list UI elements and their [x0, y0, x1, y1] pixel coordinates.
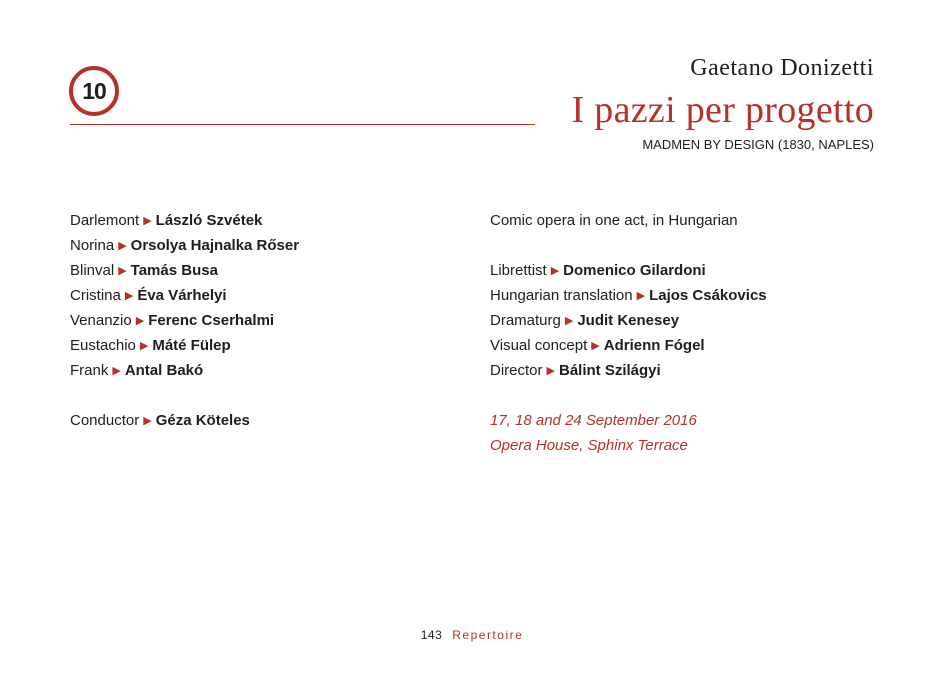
- page-number: 143: [420, 628, 443, 642]
- triangle-right-icon: ▶: [550, 265, 560, 277]
- section-name: Repertoire: [452, 628, 524, 642]
- cast-row: [70, 208, 299, 233]
- cast-row: [70, 358, 299, 383]
- triangle-right-icon: ▶: [112, 365, 121, 377]
- performer-name: Antal Bakó: [124, 362, 204, 379]
- performer-name: László Szvétek: [155, 212, 263, 229]
- conductor-row: [70, 408, 299, 433]
- credits-column: [490, 208, 767, 458]
- triangle-right-icon: ▶: [546, 365, 555, 377]
- credit-row: [490, 358, 767, 383]
- role-label: Director: [490, 362, 543, 379]
- credit-row: [490, 283, 767, 308]
- performance-dates: 17, 18 and 24 September 2016: [490, 412, 697, 429]
- credit-name: Judit Kenesey: [577, 312, 680, 329]
- role-label: Venanzio: [70, 312, 132, 329]
- triangle-right-icon: ▶: [118, 265, 127, 277]
- role-label: Conductor: [70, 412, 140, 429]
- role-label: Eustachio: [70, 337, 136, 354]
- triangle-right-icon: ▶: [139, 340, 149, 352]
- credit-name: Lajos Csákovics: [649, 287, 767, 304]
- cast-row: [70, 308, 299, 333]
- production-number-badge: 10: [69, 66, 119, 116]
- opera-title: I pazzi per progetto: [571, 89, 874, 131]
- header-rule: [70, 124, 535, 125]
- performance-venue: Opera House, Sphinx Terrace: [490, 437, 688, 454]
- credit-name: Domenico Gilardoni: [563, 262, 706, 279]
- credit-name: Adrienn Fógel: [603, 337, 705, 354]
- triangle-right-icon: ▶: [143, 415, 152, 427]
- role-label: Darlemont: [70, 212, 140, 229]
- triangle-right-icon: ▶: [636, 290, 646, 302]
- cast-row: [70, 283, 299, 308]
- cast-row: [70, 333, 299, 358]
- credit-name: Bálint Szilágyi: [558, 362, 661, 379]
- performer-name: Máté Fülep: [152, 337, 231, 354]
- composer-name: Gaetano Donizetti: [690, 55, 874, 81]
- performer-name: Géza Köteles: [155, 412, 250, 429]
- cast-column: [70, 208, 299, 433]
- role-label: Dramaturg: [490, 312, 561, 329]
- credit-row: [490, 258, 767, 283]
- role-label: Frank: [70, 362, 109, 379]
- triangle-right-icon: ▶: [118, 240, 127, 252]
- cast-row: [70, 233, 299, 258]
- cast-row: [70, 258, 299, 283]
- triangle-right-icon: ▶: [564, 315, 574, 327]
- performer-name: Orsolya Hajnalka Rőser: [130, 237, 300, 254]
- triangle-right-icon: ▶: [124, 290, 134, 302]
- role-label: Librettist: [490, 262, 547, 279]
- performer-name: Tamás Busa: [130, 262, 218, 279]
- performer-name: Ferenc Cserhalmi: [148, 312, 275, 329]
- page-footer: [0, 628, 944, 642]
- role-label: Visual concept: [490, 337, 588, 354]
- credit-row: [490, 333, 767, 358]
- performer-name: Éva Várhelyi: [137, 287, 227, 304]
- role-label: Norina: [70, 237, 115, 254]
- triangle-right-icon: ▶: [135, 315, 145, 327]
- triangle-right-icon: ▶: [143, 215, 152, 227]
- opera-description: Comic opera in one act, in Hungarian: [490, 212, 738, 229]
- opera-subtitle: MADMEN BY DESIGN (1830, NAPLES): [642, 137, 874, 152]
- triangle-right-icon: ▶: [591, 340, 600, 352]
- role-label: Hungarian translation: [490, 287, 633, 304]
- role-label: Cristina: [70, 287, 121, 304]
- role-label: Blinval: [70, 262, 115, 279]
- credit-row: [490, 308, 767, 333]
